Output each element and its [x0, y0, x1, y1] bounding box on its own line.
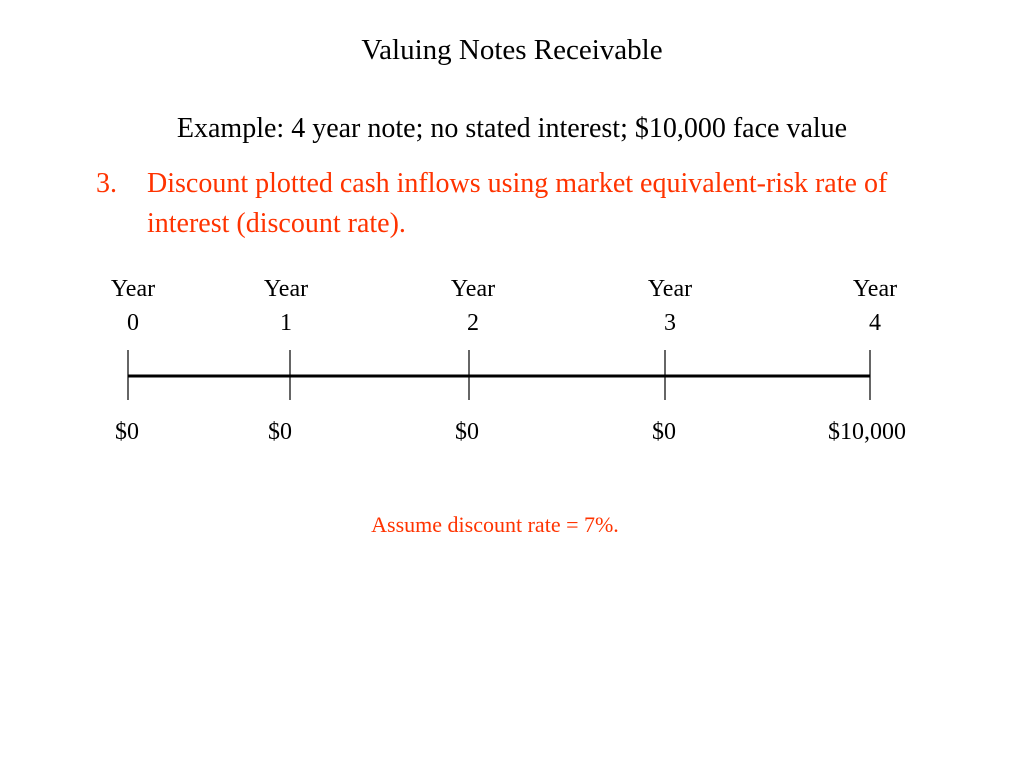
cash-flow-year-2: $0 — [455, 419, 479, 445]
timeline-diagram — [0, 340, 1024, 410]
period-label-year-0 — [88, 272, 178, 340]
period-label-text: Year — [450, 276, 496, 302]
period-label-year-2 — [428, 272, 518, 340]
period-index: 0 — [127, 310, 139, 336]
period-label-text: Year — [647, 276, 693, 302]
cash-flow-year-0: $0 — [115, 419, 139, 445]
period-label-year-1 — [241, 272, 331, 340]
period-label-year-4 — [830, 272, 920, 340]
period-label-text: Year — [852, 276, 898, 302]
period-index: 2 — [467, 310, 479, 336]
step-number: 3. — [96, 168, 117, 199]
cash-flow-year-1: $0 — [268, 419, 292, 445]
period-label-text: Year — [110, 276, 156, 302]
discount-rate-note: Assume discount rate = 7%. — [371, 512, 619, 537]
step-text: Discount plotted cash inflows using market equivalent-risk rate of interest (discount rate). — [147, 168, 888, 239]
example-subtitle: Example: 4 year note; no stated interest; $10,000 face value — [176, 113, 848, 144]
cash-flow-year-3: $0 — [652, 419, 676, 445]
period-index: 4 — [869, 310, 881, 336]
period-index: 3 — [664, 310, 676, 336]
period-index: 1 — [280, 310, 292, 336]
period-label-year-3 — [625, 272, 715, 340]
period-label-text: Year — [263, 276, 309, 302]
slide-title: Valuing Notes Receivable — [361, 34, 663, 66]
cash-flow-year-4: $10,000 — [828, 419, 906, 445]
